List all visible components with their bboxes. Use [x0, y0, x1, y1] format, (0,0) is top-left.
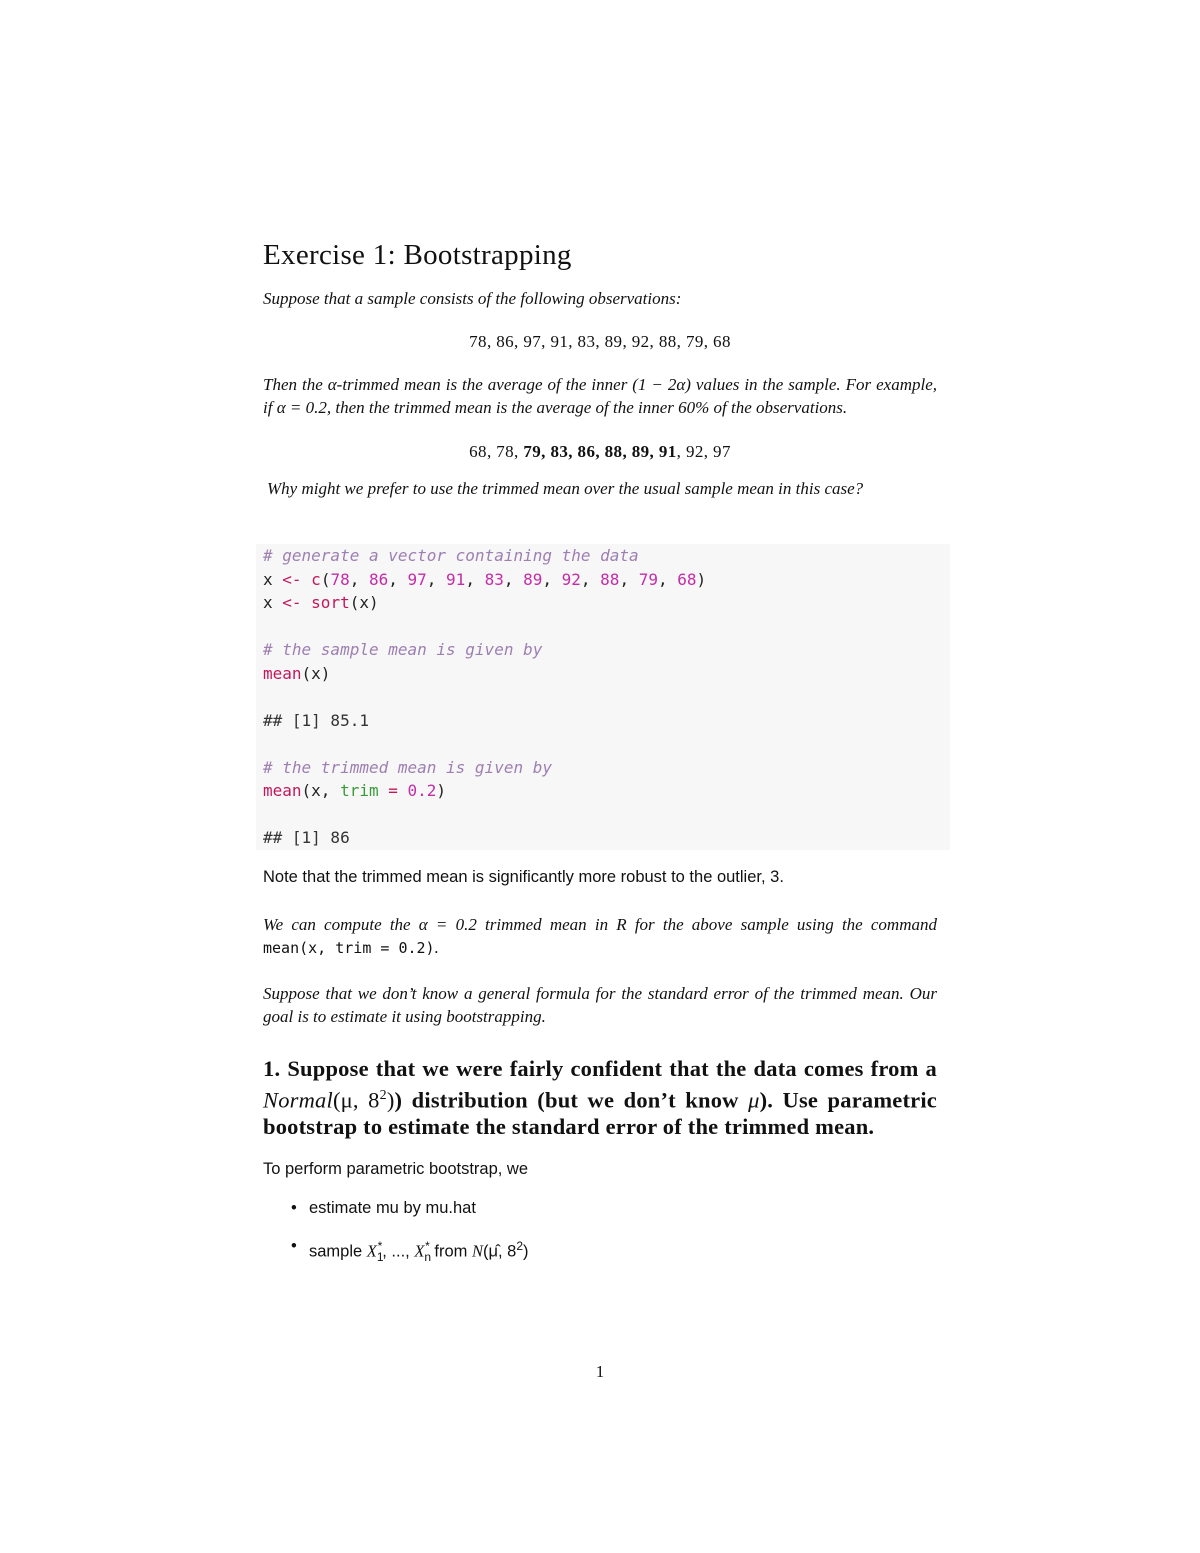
list-item: • sample $X_1^*$, ..., $X_n^*$ from N(μ̂, $8^2$)	[291, 1237, 529, 1264]
page-number: 1	[595, 1362, 605, 1381]
code-output: ## [1] 86	[263, 828, 350, 847]
inner-observations: 79, 83, 86, 88, 89, 91	[523, 442, 677, 461]
code-comment: # generate a vector containing the data	[263, 546, 639, 565]
question-paragraph: Why might we prefer to use the trimmed mean over the usual sample mean in this case?	[267, 479, 864, 498]
list-item: • estimate mu by mu.hat	[291, 1197, 937, 1220]
goal-paragraph: Suppose that we don’t know a general formula for the standard error of the trimmed mean. Our goal is to estimate it using bootstrapping.	[263, 983, 937, 1026]
bootstrap-steps	[263, 1197, 937, 1269]
bullet-icon: •	[291, 1199, 297, 1217]
code-output: ## [1] 85.1	[263, 710, 369, 730]
code-block: # generate a vector containing the data x <- c(78, 86, 97, 91, 83, 89, 92, 88, 79, 68) x <- sort(x) # the sample mean is given by mean(x) ## [1] 85.1 # the trimmed mean is given by mean(x, trim = 0.2) ## [1] 86	[256, 544, 950, 850]
exercise-title: Exercise 1: Bootstrapping	[263, 239, 572, 271]
section-heading: 1. Suppose that we were fairly confident that the data comes from a Normal(μ, $8^2$)) distribution (but we don’t know μ). Use parametric bootstrap to estimate the standard error of the trimmed mean.	[263, 1055, 937, 1139]
bootstrap-intro: To perform parametric bootstrap, we	[263, 1160, 529, 1178]
bullet-icon: •	[291, 1237, 297, 1255]
inline-code: mean(x, trim = 0.2)	[263, 938, 435, 957]
robustness-note: Note that the trimmed mean is significantly more robust to the outlier, 3.	[263, 867, 784, 886]
observations-list: 78, 86, 97, 91, 83, 89, 92, 88, 79, 68	[469, 332, 731, 351]
code-comment: # the trimmed mean is given by	[263, 757, 552, 777]
code-comment: # the sample mean is given by	[263, 640, 543, 659]
trim-definition-paragraph: Then the α-trimmed mean is the average of the inner (1 − 2α) values in the sample. For example, if α = 0.2, then the trimmed mean is the average of the inner 60% of the observations.	[263, 375, 937, 417]
intro-paragraph: Suppose that a sample consists of the following observations:	[263, 289, 682, 308]
compute-paragraph: We can compute the α = 0.2 trimmed mean in R for the above sample using the command mean(x, trim = 0.2).	[263, 914, 937, 957]
sorted-observations: 68, 78, 79, 83, 86, 88, 89, 91, 92, 97	[469, 442, 731, 461]
document-page	[263, 236, 937, 1284]
